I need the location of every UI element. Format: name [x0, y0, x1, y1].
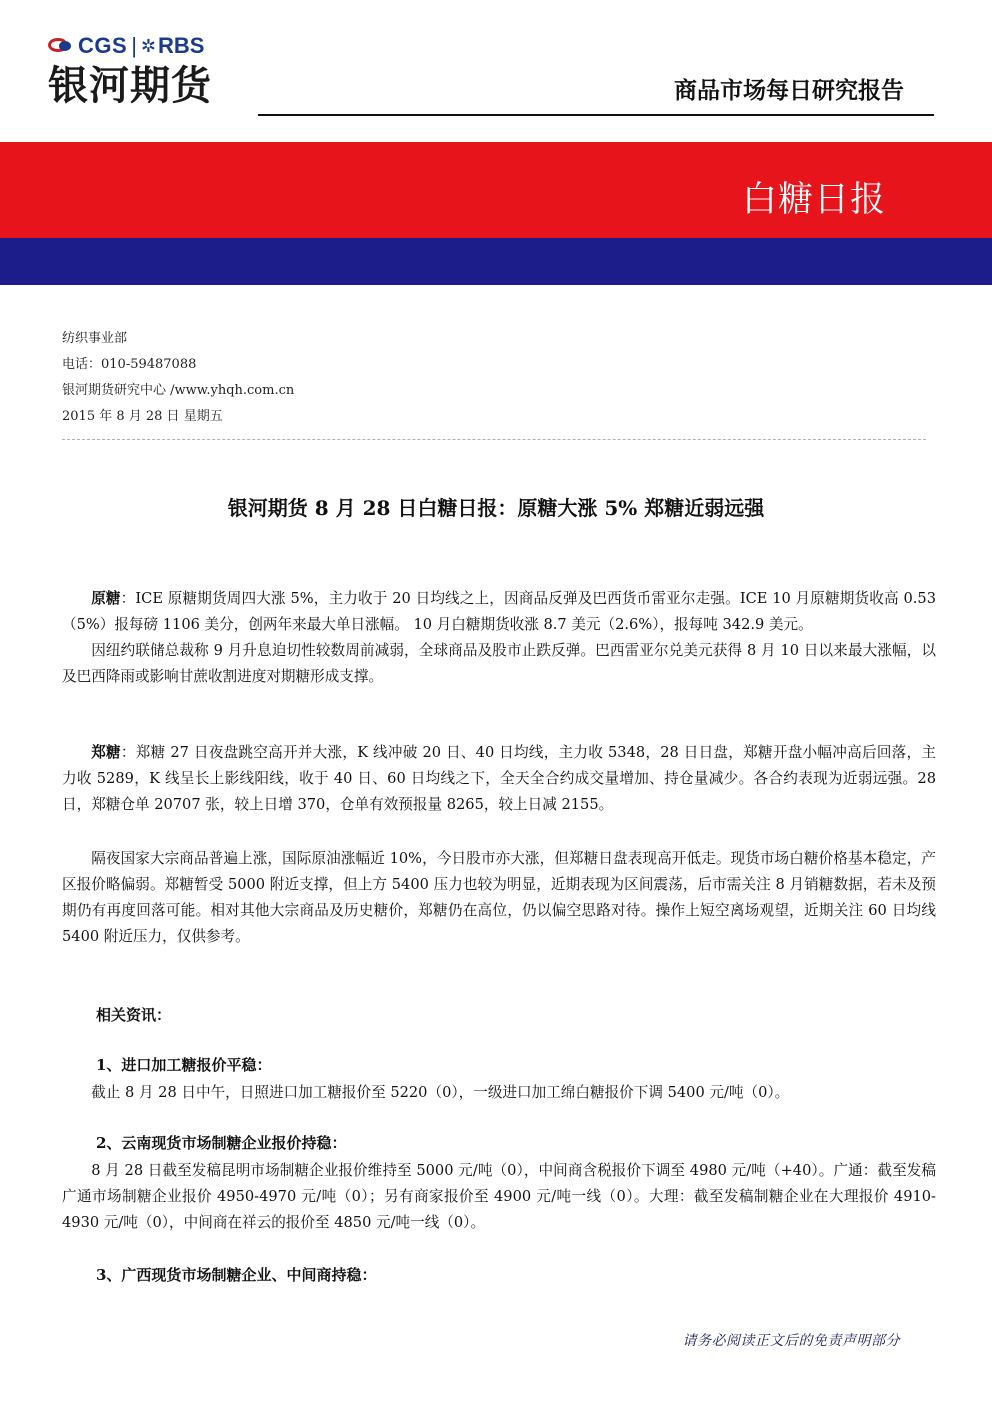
logo-company-name: 银河期货: [48, 63, 212, 109]
news-item-body: [62, 1080, 936, 1106]
cgs-logo-icon: [48, 37, 74, 55]
raw-sugar-paragraph-2: 因纽约联储总裁称 9 月升息迫切性较数周前减弱，全球商品及股市止跌反弹。巴西雷亚尔兑美元获得 8 月 10 日以来最大涨幅，以及巴西降雨或影响甘蔗收割进度对期糖形成支撑。: [62, 642, 936, 685]
logo-partner-text: RBS: [158, 33, 205, 58]
news-item-title: 3、广西现货市场制糖企业、中间商持稳：: [96, 1266, 377, 1284]
raw-sugar-paragraph: [62, 586, 936, 638]
news-item-text: 8 月 28 日截至发稿昆明市场制糖企业报价维持至 5000 元/吨（0），中间商含税报价下调至 4980 元/吨（+40）。广通：截至发稿广通市场制糖企业报价 4950-4970 元/吨（0）；另有商家报价至 4900 元/吨一线（0）。大理：截至发稿制糖企业在大理报价 4910-4930 元/吨（0），中间商在祥云的报价至 4850 元/吨一线（0）。: [62, 1162, 936, 1231]
zheng-sugar-section: [62, 740, 936, 818]
banner-title: 白糖日报: [741, 180, 886, 220]
research-center-link[interactable]: 银河期货研究中心 /www.yhqh.com.cn: [62, 383, 295, 398]
zheng-sugar-label: 郑糖: [91, 744, 121, 761]
raw-sugar-label: 原糖: [91, 590, 121, 607]
logo-brand-text: CGS: [78, 33, 128, 58]
logo-brand-row: [48, 32, 248, 60]
disclaimer-note: 请务必阅读正文后的免责声明部分: [682, 1333, 900, 1349]
department-label: 纺织事业部: [62, 331, 128, 346]
report-type-title: 商品市场每日研究报告: [674, 78, 904, 104]
raw-sugar-text: ：ICE 原糖期货周四大涨 5%，主力收于 20 日均线之上，因商品反弹及巴西货币雷亚尔走强。ICE 10 月原糖期货收高 0.53（5%）报每磅 1106 美分，创两年来最大单日涨幅。 10 月白糖期货收涨 8.7 美元（2.6%），报每吨 342.9 美元。: [62, 590, 936, 633]
outlook-section: [62, 846, 936, 950]
report-date: 2015 年 8 月 28 日 星期五: [62, 409, 223, 424]
outlook-paragraph: 隔夜国家大宗商品普遍上涨，国际原油涨幅近 10%，今日股市亦大涨，但郑糖日盘表现高开低走。现货市场白糖价格基本稳定，产区报价略偏弱。郑糖暂受 5000 附近支撑，但上方 5400 压力也较为明显，近期表现为区间震荡，后市需关注 8 月销糖数据，若未及预期仍有再度回落可能。相对其他大宗商品及历史糖价，郑糖仍在高位，仍以偏空思路对待。操作上短空离场观望，近期关注 60 日均线 5400 附近压力，仅供参考。: [62, 850, 936, 945]
phone-number: 电话：010-59487088: [62, 357, 197, 372]
raw-sugar-section: [62, 586, 936, 690]
company-logo: [48, 32, 248, 112]
meta-divider: [62, 439, 926, 440]
zheng-sugar-text: ：郑糖 27 日夜盘跳空高开并大涨，K 线冲破 20 日、40 日均线，主力收 5348，28 日日盘，郑糖开盘小幅冲高后回落，主力收 5289，K 线呈长上影线阳线，收于 40 日、60 日均线之下，全天全合约成交量增加、持仓量减少。各合约表现为近弱远强。28 日，郑糖仓单 20707 张，较上日增 370，仓单有效预报量 8265，较上日减 2155。: [62, 744, 936, 813]
article-title: 银河期货 8 月 28 日白糖日报：原糖大涨 5% 郑糖近弱远强: [227, 496, 765, 520]
logo-separator: |: [131, 33, 137, 58]
news-heading: 相关资讯：: [96, 1006, 172, 1024]
report-meta: [62, 326, 294, 430]
banner-blue-band: [0, 238, 992, 285]
news-item-title: 1、进口加工糖报价平稳：: [96, 1056, 272, 1074]
rbs-logo-icon: ✲: [140, 35, 156, 57]
news-item-text: 截止 8 月 28 日中午，日照进口加工糖报价至 5220（0），一级进口加工绵白糖报价下调 5400 元/吨（0）。: [91, 1084, 790, 1101]
news-item-title: 2、云南现货市场制糖企业报价持稳：: [96, 1134, 347, 1152]
zheng-sugar-paragraph: [62, 740, 936, 818]
header-divider: [258, 114, 934, 116]
news-item-body: [62, 1158, 936, 1236]
